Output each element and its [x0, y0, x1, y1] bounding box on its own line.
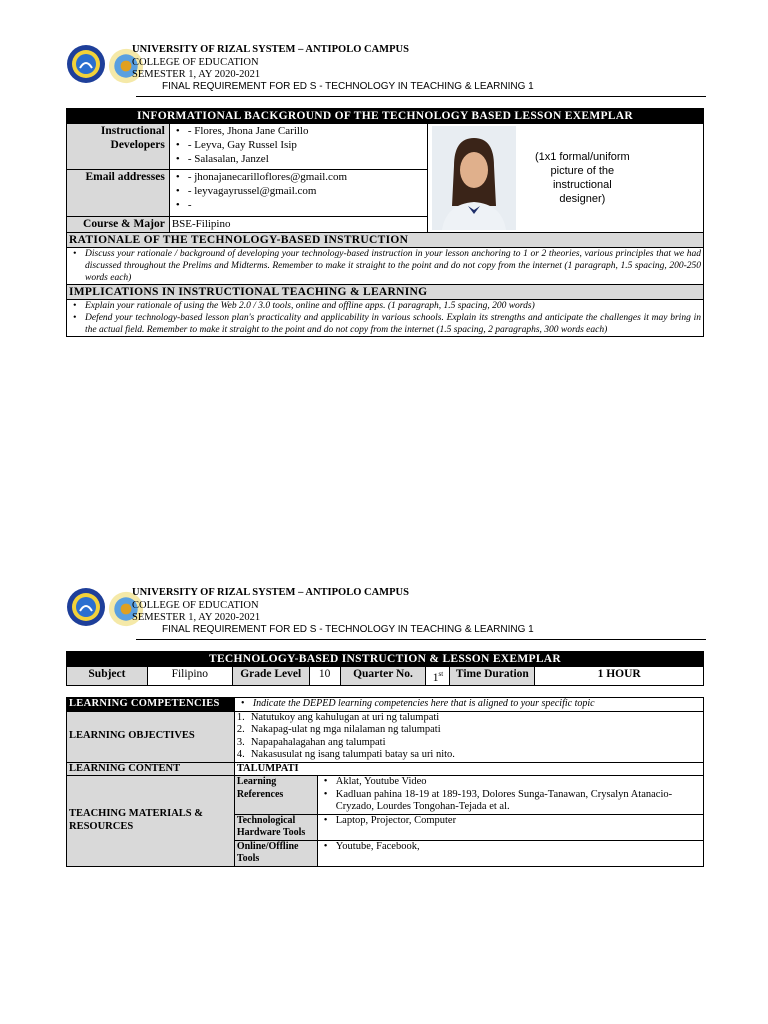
reference-item: • Aklat, Youtube Video	[320, 776, 701, 789]
developer-item: • - Flores, Jhona Jane Carillo	[172, 124, 426, 138]
objective-text: Nakasusulat ng isang talumpati batay sa uri nito.	[250, 749, 455, 760]
hardware-label: Technological Hardware Tools	[234, 814, 317, 840]
semester-text: SEMESTER 1, AY 2020-2021	[132, 612, 261, 623]
objective-text: Nakapag-ulat ng mga nilalaman ng talumpati	[250, 724, 441, 735]
quarter-label: Quarter No.	[340, 667, 426, 686]
developers-label: Instructional Developers	[67, 124, 170, 170]
page2-header	[66, 587, 706, 651]
header-text	[132, 44, 409, 82]
competencies-label: LEARNING COMPETENCIES	[67, 698, 235, 712]
informational-background-table	[66, 108, 704, 337]
objective-number: 1.	[236, 711, 245, 723]
objectives-label: LEARNING OBJECTIVES	[67, 711, 235, 762]
objective-text: Napapahalagahan ang talumpati	[250, 736, 386, 748]
header-text	[132, 587, 409, 625]
references-label: Learning References	[234, 776, 317, 815]
time-value: 1 HOUR	[535, 667, 704, 686]
photo-note: (1x1 formal/uniform picture of the instructional designer)	[534, 151, 630, 205]
content-value: TALUMPATI	[234, 762, 703, 776]
references-cell	[317, 776, 703, 815]
rationale-title: RATIONALE OF THE TECHNOLOGY-BASED INSTRUCTION	[67, 233, 704, 248]
objective-text: Natutukoy ang kahulugan at uri ng talumpati	[250, 711, 440, 723]
implications-title: IMPLICATIONS IN INSTRUCTIONAL TEACHING & LEARNING	[67, 285, 704, 300]
page1-header	[66, 44, 706, 108]
lesson-details-table	[66, 697, 704, 867]
implications-item: • Defend your technology-based lesson plan's practicality and applicability in various schools. Explain its strengths and anticipate the challenges it may bring in the actual field. Remember to make it straight to the point and do not copy from the internet (1.5 spacing, 2 paragraphs, 300 words each)	[69, 312, 701, 336]
course-label: Course & Major	[67, 216, 170, 232]
objective-number: 2.	[236, 724, 245, 735]
photo-cell	[428, 124, 704, 233]
university-name: UNIVERSITY OF RIZAL SYSTEM – ANTIPOLO CAMPUS	[132, 44, 409, 55]
developer-item: • - Salasalan, Janzel	[172, 152, 426, 166]
designer-photo-image	[432, 126, 516, 230]
competencies-text: • Indicate the DEPED learning competencies here that is aligned to your specific topic	[237, 698, 701, 711]
objective-item	[237, 724, 701, 737]
rationale-item: • Discuss your rationale / background of developing your technology-based instruction in your lesson anchoring to 1 or 2 theories, various principles that we had discussed throughout the Prelims and Midterms. Remember to make it straight to the point and do not copy from the internet (1 paragraph, 1.5 spacing, 200-250 words each)	[69, 248, 701, 284]
university-seal-logo	[66, 587, 106, 627]
objective-item	[237, 737, 701, 750]
subject-label: Subject	[67, 667, 148, 686]
email-item: • - leyvagayrussel@gmail.com	[172, 184, 426, 198]
emails-cell	[169, 170, 428, 216]
grade-label: Grade Level	[232, 667, 309, 686]
time-label: Time Duration	[450, 667, 535, 686]
reference-item: • Kadluan pahina 18-19 at 189-193, Dolores Sunga-Tanawan, Crysalyn Atanacio-Cryzado, Lourdes Tongohan-Tejada et al.	[320, 789, 701, 814]
subject-value: Filipino	[147, 667, 232, 686]
university-name: UNIVERSITY OF RIZAL SYSTEM – ANTIPOLO CAMPUS	[132, 587, 409, 598]
email-item: • - jhonajanecarilloflores@gmail.com	[172, 170, 426, 184]
quarter-cell	[426, 667, 450, 686]
objectives-cell	[234, 711, 703, 762]
objective-number: 4.	[236, 749, 245, 760]
header-divider	[136, 96, 706, 97]
college-name: COLLEGE OF EDUCATION	[132, 56, 259, 68]
course-value: BSE-Filipino	[169, 216, 428, 232]
hardware-item: • Laptop, Projector, Computer	[320, 815, 701, 828]
objective-item	[237, 749, 701, 762]
lesson-exemplar-header-table	[66, 651, 704, 686]
online-label: Online/Offline Tools	[234, 840, 317, 866]
hardware-cell	[317, 814, 703, 840]
email-label: Email addresses	[67, 170, 170, 216]
content-label: LEARNING CONTENT	[67, 762, 235, 776]
online-cell	[317, 840, 703, 866]
objective-item	[237, 712, 701, 725]
rationale-cell	[67, 248, 704, 285]
requirement-text: FINAL REQUIREMENT FOR ED S - TECHNOLOGY IN TEACHING & LEARNING 1	[162, 81, 534, 92]
university-seal-logo	[66, 44, 106, 84]
exemplar-title: TECHNOLOGY-BASED INSTRUCTION & LESSON EXEMPLAR	[67, 652, 704, 667]
designer-photo	[432, 126, 516, 230]
implications-item: • Explain your rationale of using the Web 2.0 / 3.0 tools, online and offline apps. (1 paragraph, 1.5 spacing, 200 words)	[69, 300, 701, 312]
header-divider	[136, 639, 706, 640]
info-title: INFORMATIONAL BACKGROUND OF THE TECHNOLOGY BASED LESSON EXEMPLAR	[67, 109, 704, 124]
competencies-cell	[234, 698, 703, 712]
materials-label: TEACHING MATERIALS & RESOURCES	[67, 776, 235, 867]
objective-number: 3.	[236, 736, 245, 748]
quarter-value: 1	[432, 671, 439, 684]
developer-item: • - Leyva, Gay Russel Isip	[172, 138, 426, 152]
college-name: COLLEGE OF EDUCATION	[132, 599, 259, 611]
requirement-text: FINAL REQUIREMENT FOR ED S - TECHNOLOGY IN TEACHING & LEARNING 1	[162, 624, 534, 635]
semester-text: SEMESTER 1, AY 2020-2021	[132, 69, 261, 80]
quarter-suffix: st	[438, 670, 444, 678]
email-item: • -	[172, 198, 426, 212]
implications-cell	[67, 300, 704, 337]
developers-cell	[169, 124, 428, 170]
grade-value: 10	[309, 667, 340, 686]
online-item: • Youtube, Facebook,	[320, 841, 701, 854]
